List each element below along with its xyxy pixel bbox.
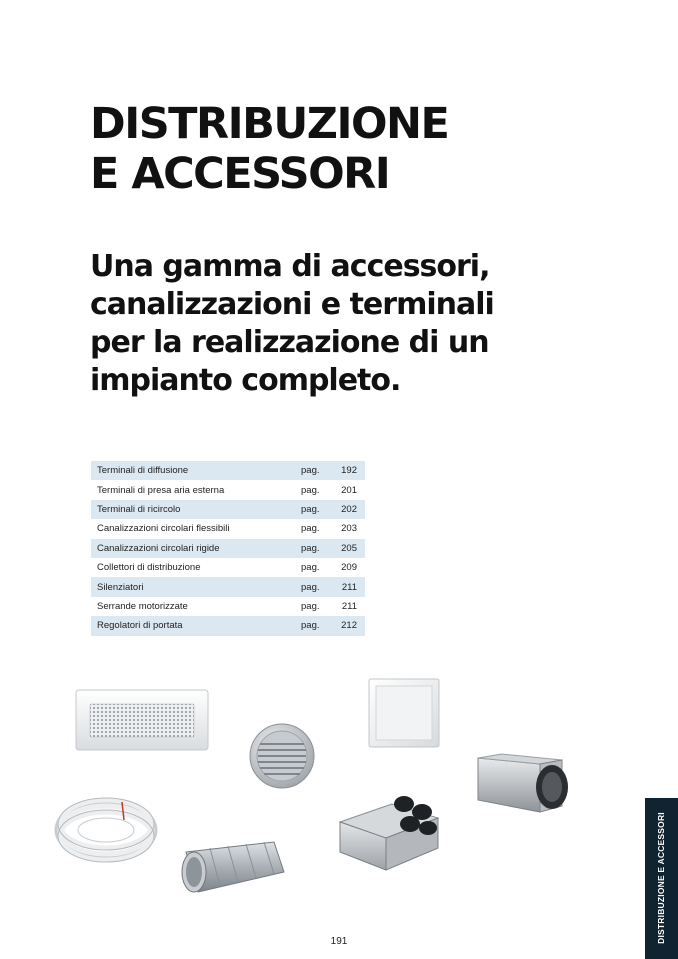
toc-label: Serrande motorizzate bbox=[97, 600, 188, 612]
toc-label: Regolatori di portata bbox=[91, 616, 301, 635]
toc-pag: pag. bbox=[301, 523, 320, 535]
subtitle-line-2: canalizzazioni e terminali bbox=[90, 287, 494, 322]
toc-row[interactable] bbox=[91, 480, 365, 499]
silencer-image bbox=[472, 750, 576, 820]
toc-row[interactable] bbox=[91, 461, 365, 480]
page-number: 191 bbox=[330, 936, 348, 947]
toc-pag: pag. bbox=[301, 500, 335, 519]
section-side-tab-label: DISTRIBUZIONE E ACCESSORI bbox=[656, 812, 666, 944]
subtitle-line-1: Una gamma di accessori, bbox=[90, 249, 490, 284]
toc-pag: pag. bbox=[301, 616, 335, 635]
toc-page-number: 201 bbox=[341, 484, 357, 496]
toc-row[interactable] bbox=[91, 558, 365, 577]
title-line-2: E ACCESSORI bbox=[90, 149, 390, 199]
subtitle-line-3: per la realizzazione di un bbox=[90, 325, 489, 360]
toc-page-number: 211 bbox=[335, 577, 365, 596]
toc-pag: pag. bbox=[301, 577, 335, 596]
toc-pag: pag. bbox=[301, 562, 320, 574]
toc-pag: pag. bbox=[301, 600, 320, 612]
flexible-duct-coil-image bbox=[52, 790, 160, 866]
square-diffuser-image bbox=[366, 676, 442, 750]
toc-page-number: 202 bbox=[335, 500, 365, 519]
toc-pag: pag. bbox=[301, 461, 335, 480]
toc-page-number: 209 bbox=[341, 562, 357, 574]
page-subtitle bbox=[90, 248, 610, 400]
toc-label: Collettori di distribuzione bbox=[97, 562, 201, 574]
toc-label: Terminali di diffusione bbox=[91, 461, 301, 480]
title-line-1: DISTRIBUZIONE bbox=[90, 99, 449, 149]
toc-row[interactable] bbox=[91, 500, 365, 519]
table-of-contents bbox=[91, 461, 365, 636]
toc-page-number: 212 bbox=[335, 616, 365, 635]
toc-row[interactable] bbox=[91, 616, 365, 635]
distribution-collector-image bbox=[334, 782, 446, 876]
toc-label: Terminali di presa aria esterna bbox=[97, 484, 225, 496]
round-louver-grille-image bbox=[246, 720, 318, 792]
toc-label: Canalizzazioni circolari flessibili bbox=[97, 523, 230, 535]
toc-row[interactable] bbox=[91, 539, 365, 558]
toc-pag: pag. bbox=[301, 539, 335, 558]
toc-row[interactable] bbox=[91, 519, 365, 538]
toc-page-number: 192 bbox=[335, 461, 365, 480]
toc-pag: pag. bbox=[301, 484, 320, 496]
toc-label: Silenziatori bbox=[91, 577, 301, 596]
toc-page-number: 211 bbox=[341, 600, 357, 612]
toc-row[interactable] bbox=[91, 597, 365, 616]
toc-label: Canalizzazioni circolari rigide bbox=[91, 539, 301, 558]
rectangular-grille-image bbox=[72, 686, 212, 756]
toc-page-number: 203 bbox=[341, 523, 357, 535]
subtitle-line-4: impianto completo. bbox=[90, 363, 401, 398]
toc-row[interactable] bbox=[91, 577, 365, 596]
page-title bbox=[90, 99, 610, 199]
toc-label: Terminali di ricircolo bbox=[91, 500, 301, 519]
rigid-ducts-image bbox=[176, 838, 290, 904]
toc-page-number: 205 bbox=[335, 539, 365, 558]
